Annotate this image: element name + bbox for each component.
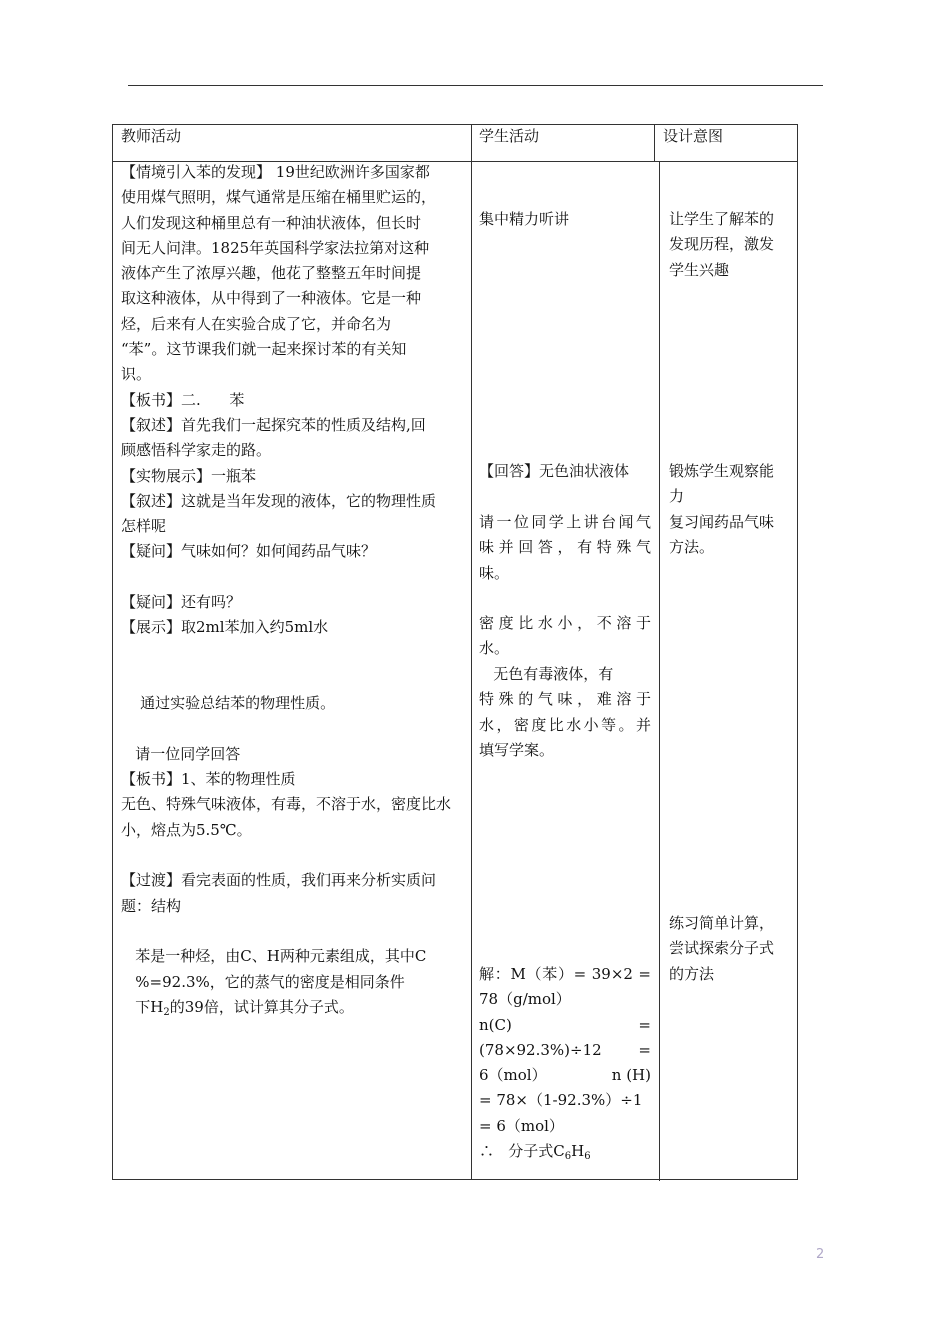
header-intent: 设计意图 <box>663 127 724 145</box>
teacher-line: 识。 <box>121 365 152 384</box>
teacher-line: 【疑问】气味如何？如何闻药品气味？ <box>121 542 377 561</box>
solution-part: n(C) <box>479 1015 512 1034</box>
teacher-line: 【疑问】还有吗？ <box>121 593 242 612</box>
intent-line: 锻炼学生观察能 <box>669 462 775 480</box>
header-teacher: 教师活动 <box>121 127 182 145</box>
intent-line: 尝试探索分子式 <box>669 939 775 958</box>
teacher-line: 无色、特殊气味液体，有毒，不溶于水，密度比水 <box>121 795 452 814</box>
intent-line: 方法。 <box>669 537 715 556</box>
solution-line: = 6（mol） <box>479 1116 564 1135</box>
solution-part: n (H) <box>611 1066 651 1085</box>
header-rule <box>128 85 823 86</box>
column-divider-1 <box>471 125 472 1179</box>
subscript: 2 <box>163 1006 170 1018</box>
student-solution <box>479 962 651 1164</box>
subscript: 6 <box>584 1151 591 1163</box>
student-line: 味。 <box>479 563 510 582</box>
intent-block <box>669 459 795 560</box>
teacher-line: 【展示】取2ml苯加入约5ml水 <box>121 618 329 637</box>
solution-line: 解：M（苯）= 39×2 = <box>479 965 651 983</box>
teacher-line-part: 的39倍，试计算其分子式。 <box>169 997 354 1016</box>
teacher-line: 请一位同学回答 <box>121 744 241 763</box>
intent-line: 让学生了解苯的 <box>669 210 775 228</box>
intent-block <box>669 207 795 283</box>
intent-line: 力 <box>669 487 685 506</box>
intent-line: 发现历程，激发 <box>669 235 775 254</box>
student-text: 【回答】无色油状液体 <box>479 462 630 480</box>
intent-line: 的方法 <box>669 964 715 983</box>
teacher-line: 怎样呢 <box>121 517 167 536</box>
teacher-line: 液体产生了浓厚兴趣，他花了整整五年时间提 <box>121 264 422 283</box>
student-line: 味并回答，有特殊气 <box>479 538 651 557</box>
teacher-line: “苯”。这节课我们就一起来探讨苯的有关知 <box>121 340 407 359</box>
teacher-line: 取这种液体，从中得到了一种液体。它是一种 <box>121 289 422 308</box>
solution-part: (78×92.3%)÷12 <box>479 1040 602 1059</box>
teacher-line: 顾感悟科学家走的路。 <box>121 441 272 460</box>
solution-part: ∴ 分子式C <box>479 1142 565 1161</box>
teacher-line: 【叙述】这就是当年发现的液体，它的物理性质 <box>121 491 437 510</box>
teacher-line <box>121 995 463 1020</box>
teacher-line: 苯是一种烃，由C、H两种元素组成，其中C <box>121 947 427 966</box>
student-line: 无色有毒液体，有 <box>479 665 614 683</box>
teacher-line: 【实物展示】一瓶苯 <box>121 466 257 485</box>
solution-line <box>479 1139 651 1164</box>
teacher-line: 【板书】二. 苯 <box>121 390 245 409</box>
teacher-line: 小，熔点为5.5℃。 <box>121 820 252 839</box>
teacher-line: 通过实验总结苯的物理性质。 <box>121 694 336 713</box>
solution-line: 78（g/mol） <box>479 990 571 1009</box>
teacher-activity-column <box>121 160 463 1020</box>
teacher-line: 使用煤气照明，煤气通常是压缩在桶里贮运的， <box>121 188 437 207</box>
teacher-line: 【过渡】看完表面的性质，我们再来分析实质问 <box>121 871 437 890</box>
student-line: 水，密度比水小等。并 <box>479 715 651 734</box>
teacher-line: %=92.3%，它的蒸气的密度是相同条件 <box>121 972 405 991</box>
teacher-line: 人们发现这种桶里总有一种油状液体，但长时 <box>121 213 422 232</box>
solution-part: = <box>638 1015 651 1034</box>
student-line: 水。 <box>479 639 510 658</box>
student-block <box>479 662 651 763</box>
student-line: 特殊的气味，难溶于 <box>479 690 651 709</box>
teacher-line: 【叙述】首先我们一起探究苯的性质及结构,回 <box>121 415 426 434</box>
solution-part: = <box>638 1040 651 1059</box>
subscript: 6 <box>564 1151 572 1163</box>
intent-line: 复习闻药品气味 <box>669 512 775 531</box>
teacher-line: 【板书】1、苯的物理性质 <box>121 770 296 789</box>
student-line: 请一位同学上讲台闻气 <box>479 513 651 531</box>
teacher-line-part: 下H <box>121 997 164 1016</box>
solution-line <box>479 1038 651 1063</box>
solution-part: H <box>571 1142 585 1161</box>
column-divider-2-header <box>654 125 655 161</box>
header-student: 学生活动 <box>479 127 540 145</box>
teacher-line: 间无人问津。1825年英国科学家法拉第对这种 <box>121 238 430 257</box>
teacher-line: 烃，后来有人在实验合成了它，并命名为 <box>121 314 392 333</box>
student-block <box>479 611 651 662</box>
solution-line <box>479 1063 651 1088</box>
student-line: 密度比水小，不溶于 <box>479 614 651 632</box>
student-block <box>479 510 651 586</box>
column-divider-2 <box>659 161 660 1181</box>
intent-line: 学生兴趣 <box>669 260 730 279</box>
intent-block <box>669 911 795 987</box>
intent-line: 练习简单计算， <box>669 914 775 932</box>
solution-line <box>479 1013 651 1038</box>
solution-part: 6（mol） <box>479 1066 547 1085</box>
solution-line: = 78×（1-92.3%）÷1 <box>479 1091 643 1110</box>
page-number: 2 <box>816 1247 825 1262</box>
student-text: 集中精力听讲 <box>479 210 570 228</box>
student-line: 填写学案。 <box>479 740 555 759</box>
teacher-line: 题：结构 <box>121 896 182 915</box>
teacher-line: 【情境引入苯的发现】 19世纪欧洲许多国家都 <box>121 163 430 181</box>
lesson-table <box>112 124 798 1180</box>
